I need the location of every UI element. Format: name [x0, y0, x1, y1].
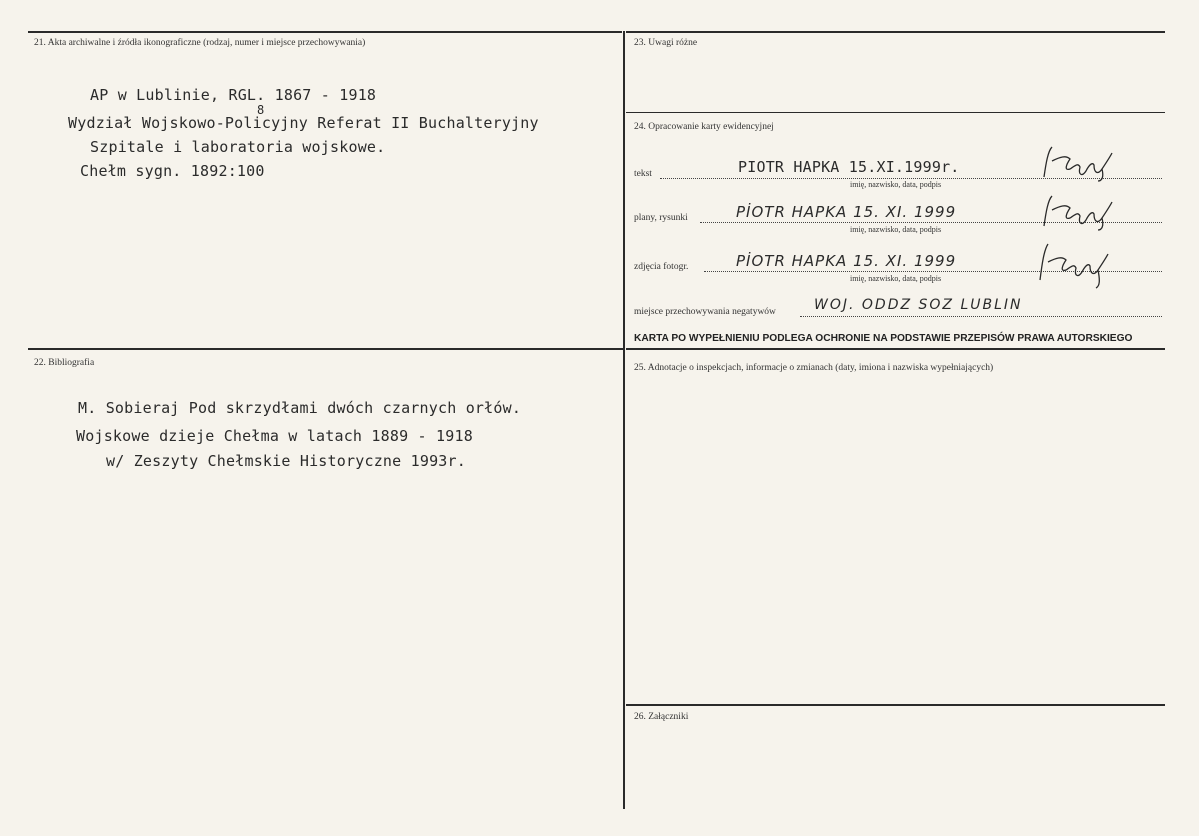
- section-26-label: 26. Załączniki: [634, 712, 689, 722]
- signature-2: [1040, 192, 1120, 232]
- section-23-label: 23. Uwagi różne: [634, 38, 698, 48]
- row-text-label: tekst: [634, 169, 652, 179]
- row-text-value: PIOTR HAPKA 15.XI.1999r.: [738, 158, 960, 176]
- row-plans-value: PİOTR HAPKA 15. XI. 1999: [736, 203, 957, 221]
- row-plans-sublabel: imię, nazwisko, data, podpis: [850, 225, 942, 234]
- negatives-value: WOJ. ODDZ SOZ LUBLIN: [814, 297, 1023, 313]
- bibliography-line-3: w/ Zeszyty Chełmskie Historyczne 1993r.: [106, 452, 466, 470]
- center-divider: [623, 31, 625, 809]
- negatives-label: miejsce przechowywania negatywów: [634, 307, 776, 317]
- top-rule-left: [28, 31, 622, 33]
- signature-3: [1036, 240, 1116, 290]
- signature-1: [1040, 143, 1120, 183]
- section-22-label: 22. Bibliografia: [34, 358, 95, 368]
- copyright-notice: KARTA PO WYPEŁNIENIU PODLEGA OCHRONIE NA PODSTAWIE PRZEPISÓW PRAWA AUTORSKIEGO: [634, 333, 1133, 344]
- row-photos-value: PİOTR HAPKA 15. XI. 1999: [736, 252, 957, 270]
- row-plans-label: plany, rysunki: [634, 213, 688, 223]
- section-24-label: 24. Opracowanie karty ewidencyjnej: [634, 122, 774, 132]
- row-text-sublabel: imię, nazwisko, data, podpis: [850, 180, 942, 189]
- archive-line-3: Szpitale i laboratoria wojskowe.: [90, 138, 386, 156]
- correction-mark: 8: [257, 103, 265, 117]
- section-21-label: 21. Akta archiwalne i źródła ikonograficzne (rodzaj, numer i miejsce przechowywania): [34, 38, 366, 48]
- section-25-label: 25. Adnotacje o inspekcjach, informacje o zmianach (daty, imiona i nazwiska wypełniających): [634, 363, 994, 373]
- right-rule-23-24: [626, 112, 1165, 113]
- negatives-dots: [800, 316, 1162, 317]
- archive-line-4: Chełm sygn. 1892:100: [80, 162, 265, 180]
- row-photos-label: zdjęcia fotogr.: [634, 262, 689, 272]
- archive-line-1: AP w Lublinie, RGL. 1867 - 1918: [90, 86, 377, 104]
- row-photos-sublabel: imię, nazwisko, data, podpis: [850, 274, 942, 283]
- left-middle-rule: [28, 348, 623, 350]
- bibliography-line-1: M. Sobieraj Pod skrzydłami dwóch czarnych orłów.: [78, 399, 522, 417]
- archive-line-2: Wydział Wojskowo-Policyjny Referat II Buchalteryjny: [68, 114, 539, 132]
- right-rule-24-25: [626, 348, 1165, 350]
- top-rule-right: [626, 31, 1165, 33]
- bibliography-line-2: Wojskowe dzieje Chełma w latach 1889 - 1918: [76, 427, 473, 445]
- right-rule-25-26: [626, 704, 1165, 706]
